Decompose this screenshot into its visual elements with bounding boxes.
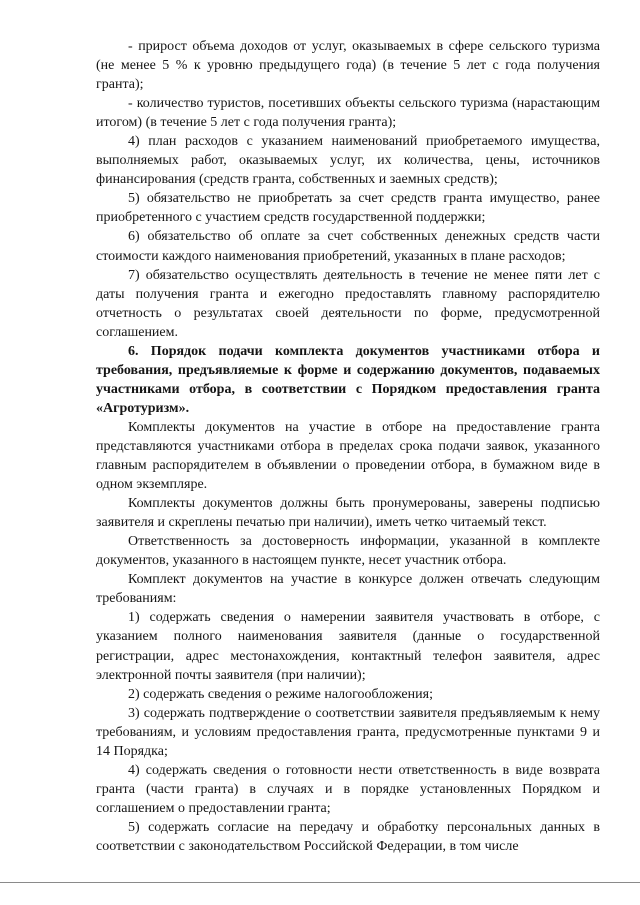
list-item: 1) содержать сведения о намерении заявителя участвовать в отборе, с указанием полного наименования заявителя (данные о государственной регистрации, адрес местонахождения, контактный телефон заявителя, адрес электронной почты заявителя (при наличии);	[96, 610, 600, 683]
list-item: - прирост объема доходов от услуг, оказываемых в сфере сельского туризма (не менее 5 % к уровню предыдущего года) (в течение 5 лет с года получения гранта);	[96, 39, 600, 93]
list-item: 5) обязательство не приобретать за счет средств гранта имущество, ранее приобретенного с участием средств государственной поддержки;	[96, 191, 600, 226]
paragraph: Ответственность за достоверность информации, указанной в комплекте документов, указанного в настоящем пункте, несет участник отбора.	[96, 534, 600, 569]
list-item: 4) план расходов с указанием наименований приобретаемого имущества, выполняемых работ, оказываемых услуг, их количества, цены, источников финансирования (средств гранта, собственных и заемных средств);	[96, 134, 600, 188]
list-item: 2) содержать сведения о режиме налогообложения;	[128, 686, 433, 702]
list-item: 6) обязательство об оплате за счет собственных денежных средств части стоимости каждого наименования приобретений, указанных в плане расходов;	[96, 229, 600, 264]
paragraph: Комплект документов на участие в конкурсе должен отвечать следующим требованиям:	[96, 572, 600, 607]
list-item: 3) содержать подтверждение о соответствии заявителя предъявляемым к нему требованиям, и условиям предоставления гранта, предусмотренные пунктами 9 и 14 Порядка;	[96, 705, 600, 759]
paragraph: Комплекты документов на участие в отборе на предоставление гранта представляются участниками отбора в пределах срока подачи заявок, указанного главным распорядителем в объявлении о проведении отбора, в бумажном виде в одном экземпляре.	[96, 419, 600, 493]
document-page	[96, 37, 600, 856]
section-heading: 6. Порядок подачи комплекта документов участниками отбора и требования, предъявляемые к форме и содержанию документов, подаваемых участниками отбора, в соответствии с Порядком предоставления гранта «Агротуризм».	[96, 343, 600, 416]
list-item: 5) содержать согласие на передачу и обработку персональных данных в соответствии с законодательством Российской Федерации, в том числе	[96, 819, 600, 854]
paragraph: Комплекты документов должны быть пронумерованы, заверены подписью заявителя и скреплены печатью при наличии), иметь четко читаемый текст.	[96, 496, 600, 531]
footer-divider	[0, 882, 640, 883]
list-item: 4) содержать сведения о готовности нести ответственность в виде возврата гранта (части гранта) в случаях и в порядке установленных Порядком и соглашением о предоставлении гранта;	[96, 762, 600, 816]
list-item: - количество туристов, посетивших объекты сельского туризма (нарастающим итогом) (в течение 5 лет с года получения гранта);	[96, 96, 600, 131]
list-item: 7) обязательство осуществлять деятельность в течение не менее пяти лет с даты получения гранта и ежегодно предоставлять главному распорядителю отчетность о результатах своей деятельности по форме, предусмотренной соглашением.	[96, 267, 600, 340]
